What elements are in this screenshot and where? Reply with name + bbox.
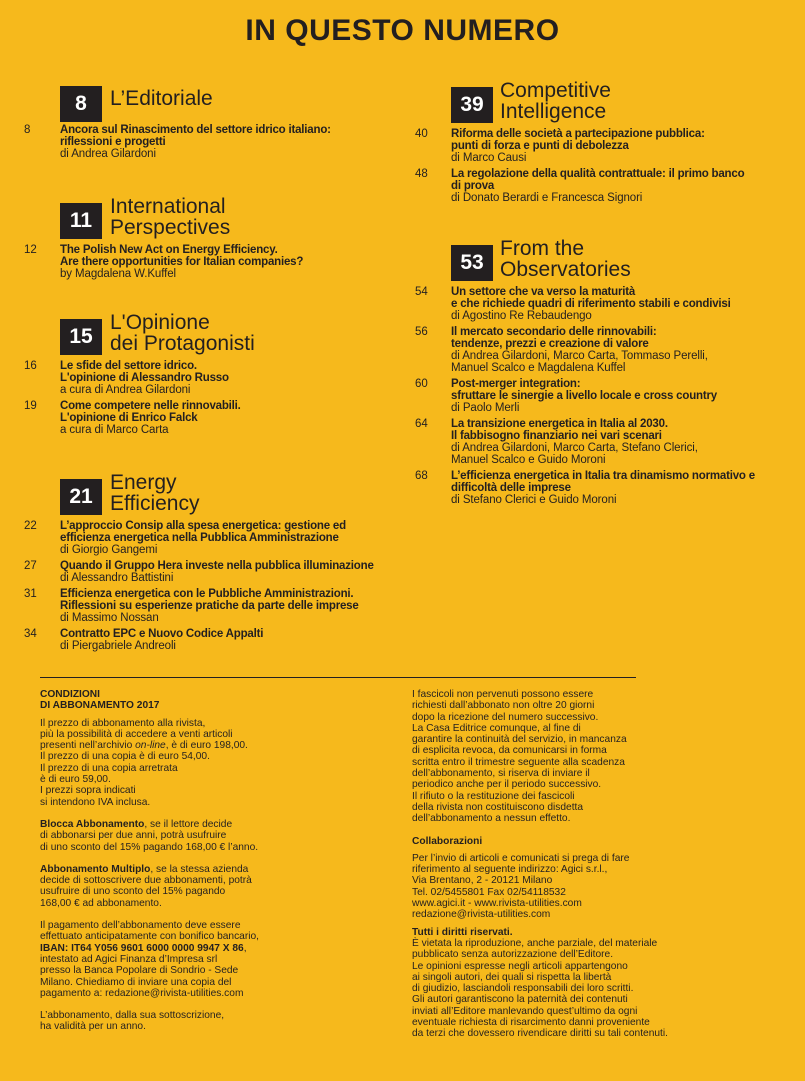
section-number: 15: [60, 319, 102, 355]
entry-title: Riforma delle società a partecipazione pubblica: punti di forza e punti di debolezza: [451, 128, 705, 152]
entry-author: di Stefano Clerici e Guido Moroni: [451, 494, 617, 506]
payment-text: [40, 920, 340, 999]
entry-title: La transizione energetica in Italia al 2030. Il fabbisogno finanziario nei vari scenari: [451, 418, 668, 442]
entry-title: Il mercato secondario delle rinnovabili: tendenze, prezzi e creazione di valore: [451, 326, 657, 350]
section-header: [411, 237, 791, 282]
collab-heading: Collaborazioni: [412, 835, 483, 847]
page-number: 19: [24, 400, 37, 412]
multiplo-description: , se la stessa azienda decide di sottoscrivere due abbonamenti, potrà usufruire di uno sconto del 15% pagando 168,00 € ad abbonamento.: [40, 863, 252, 909]
toc-entry[interactable]: [20, 124, 380, 160]
divider: [40, 677, 636, 678]
publisher-info: [412, 689, 752, 1040]
iban: IBAN: IT64 Y056 9601 6000 0000 9947 X 86: [40, 942, 244, 954]
section-header: [411, 79, 791, 124]
toc-section: [20, 86, 380, 164]
entry-author: di Piergabriele Andreoli: [60, 640, 176, 652]
section-title: From the Observatories: [500, 237, 631, 281]
section-number: 21: [60, 479, 102, 515]
page-number: 27: [24, 560, 37, 572]
page-number: 48: [415, 168, 428, 180]
rights-text: È vietata la riproduzione, anche parziale, del materiale pubblicato senza autorizzazione dell’Editore. Le opinioni espresse negli articoli appartengono ai singoli autori, dei quali si rispetta la libertà di giudizio, lasciandoli responsabili dei loro scritti. Gli autori garantiscono la paternità dei contenuti inviati all’Editore manlevando quest’ultimo da ogni eventuale richiesta di risarcimento danni proveniente da terzi che dovessero rivendicare diritti su tali contenuti.: [412, 937, 668, 1040]
entry-title: Contratto EPC e Nuovo Codice Appalti: [60, 628, 264, 640]
price-text-part: , è di euro 198,00. Il prezzo di una copia è di euro 54,00. Il prezzo di una copia arretrata è di euro 59,00. I prezzi sopra indicati si intendono IVA inclusa.: [40, 740, 248, 808]
payment-part: Il pagamento dell’abbonamento deve essere effettuato anticipatamente con bonifico bancario,: [40, 920, 259, 943]
entry-title: Ancora sul Rinascimento del settore idrico italiano: riflessioni e progetti: [60, 124, 331, 148]
entry-title: Come competere nelle rinnovabili. L'opinione di Enrico Falck: [60, 400, 241, 424]
page-number: 12: [24, 244, 37, 256]
entry-title: Le sfide del settore idrico. L'opinione di Alessandro Russo: [60, 360, 229, 384]
toc-entry[interactable]: [411, 286, 791, 322]
collab-text: Per l’invio di articoli e comunicati si prega di fare riferimento al seguente indirizzo: Agici s.r.l., Via Brentano, 2 - 20121 Milano Tel. 02/5455801 Fax 02/54118532 www.agici.it - www.rivista-utilities.com redazione@rivista-utilities.com: [412, 852, 630, 921]
toc-entry[interactable]: [411, 470, 791, 506]
page-number: 22: [24, 520, 37, 532]
page-number: 56: [415, 326, 428, 338]
toc-entry[interactable]: [20, 628, 400, 652]
entry-author: di Andrea Gilardoni, Marco Carta, Stefano Clerici, Manuel Scalco e Guido Moroni: [451, 442, 698, 466]
entry-title: Efficienza energetica con le Pubbliche Amministrazioni. Riflessioni su esperienze pratiche da parte delle imprese: [60, 588, 359, 612]
toc-entry[interactable]: [20, 244, 380, 280]
section-number: 53: [451, 245, 493, 281]
entry-author: di Agostino Re Rebaudengo: [451, 310, 592, 322]
toc-entry[interactable]: [411, 326, 791, 374]
toc-entry[interactable]: [411, 378, 791, 414]
price-text: [40, 718, 340, 808]
page-number: 68: [415, 470, 428, 482]
toc-entry[interactable]: [20, 560, 400, 584]
toc-section: [20, 311, 380, 440]
section-title: Competitive Intelligence: [500, 79, 611, 123]
section-header: [20, 86, 380, 126]
entry-author: di Paolo Merli: [451, 402, 520, 414]
section-title: L’Editoriale: [110, 87, 213, 110]
entry-title: Post-merger integration: sfruttare le sinergie a livello locale e cross country: [451, 378, 717, 402]
page-title: IN QUESTO NUMERO: [245, 14, 560, 47]
entry-title: L’approccio Consip alla spesa energetica: gestione ed efficienza energetica nella Pubblica Amministrazione: [60, 520, 346, 544]
payment-part: , intestato ad Agici Finanza d’Impresa srl presso la Banca Popolare di Sondrio - Sede Milano. Chiediamo di inviare una copia del pagamento a: redazione@rivista-utilities.com: [40, 942, 247, 999]
online-label: on-line: [135, 740, 166, 752]
toc-entry[interactable]: [20, 520, 400, 556]
section-title: L'Opinione dei Protagonisti: [110, 311, 255, 355]
toc-entry[interactable]: [20, 588, 400, 624]
section-header: [20, 195, 380, 240]
page-number: 64: [415, 418, 428, 430]
entry-author: by Magdalena W.Kuffel: [60, 268, 176, 280]
rights-heading: Tutti i diritti riservati.: [412, 926, 513, 938]
page-number: 34: [24, 628, 37, 640]
blocca-text: [40, 819, 340, 853]
price-text-part: Il prezzo di abbonamento alla rivista, più la possibilità di accedere a venti articoli presenti nell’archivio: [40, 717, 233, 752]
subscription-info: [40, 689, 340, 1033]
fascicoli-text: I fascicoli non pervenuti possono essere richiesti dall’abbonato non oltre 20 giorni dopo la ricezione del numero successivo. La Casa Editrice comunque, al fine di garantire la continuità del servizio, in mancanza di esplicita revoca, da comunicarsi in forma scritta entro il trimestre seguente alla scadenza dell’abbonamento, si riserva di inviare il periodico anche per il periodo successivo. Il rifiuto o la restituzione dei fascicoli della rivista non costituiscono disdetta dell’abbonamento a nessun effetto.: [412, 689, 627, 825]
subscription-heading: CONDIZIONI DI ABBONAMENTO 2017: [40, 689, 160, 712]
entry-author: di Giorgio Gangemi: [60, 544, 158, 556]
section-header: [20, 471, 400, 516]
page-number: 54: [415, 286, 428, 298]
toc-section: [411, 237, 791, 510]
multiplo-label: Abbonamento Multiplo: [40, 863, 151, 875]
entry-title: Quando il Gruppo Hera investe nella pubblica illuminazione: [60, 560, 374, 572]
entry-author: di Massimo Nossan: [60, 612, 159, 624]
page-number: 16: [24, 360, 37, 372]
entry-author: di Donato Berardi e Francesca Signori: [451, 192, 643, 204]
validity-text: L’abbonamento, dalla sua sottoscrizione, ha validità per un anno.: [40, 1010, 225, 1033]
toc-entry[interactable]: [411, 418, 791, 466]
toc-entry[interactable]: [20, 400, 380, 436]
entry-author: a cura di Andrea Gilardoni: [60, 384, 191, 396]
multiplo-text: [40, 864, 340, 909]
toc-entry[interactable]: [411, 128, 791, 164]
entry-title: L’efficienza energetica in Italia tra dinamismo normativo e difficoltà delle imprese: [451, 470, 755, 494]
section-number: 11: [60, 203, 102, 239]
toc-entry[interactable]: [411, 168, 791, 204]
section-number: 8: [60, 86, 102, 122]
section-title: International Perspectives: [110, 195, 231, 239]
page-number: 60: [415, 378, 428, 390]
blocca-description: , se il lettore decide di abbonarsi per due anni, potrà usufruire di uno sconto del 15% pagando 168,00 € l’anno.: [40, 818, 259, 853]
section-header: [20, 311, 380, 356]
page-number: 8: [24, 124, 31, 136]
entry-author: a cura di Marco Carta: [60, 424, 169, 436]
page-number: 40: [415, 128, 428, 140]
toc-section: [20, 195, 380, 284]
entry-title: Un settore che va verso la maturità e che richiede quadri di riferimento stabili e condivisi: [451, 286, 731, 310]
entry-title: La regolazione della qualità contrattuale: il primo banco di prova: [451, 168, 745, 192]
entry-author: di Andrea Gilardoni: [60, 148, 156, 160]
entry-author: di Alessandro Battistini: [60, 572, 174, 584]
toc-section: [411, 79, 791, 208]
blocca-label: Blocca Abbonamento: [40, 818, 145, 830]
entry-author: di Marco Causi: [451, 152, 527, 164]
entry-title: The Polish New Act on Energy Efficiency. Are there opportunities for Italian companies?: [60, 244, 304, 268]
page-number: 31: [24, 588, 37, 600]
toc-entry[interactable]: [20, 360, 380, 396]
entry-author: di Andrea Gilardoni, Marco Carta, Tommaso Perelli, Manuel Scalco e Magdalena Kuffel: [451, 350, 708, 374]
toc-section: [20, 471, 400, 656]
section-title: Energy Efficiency: [110, 471, 200, 515]
section-number: 39: [451, 87, 493, 123]
